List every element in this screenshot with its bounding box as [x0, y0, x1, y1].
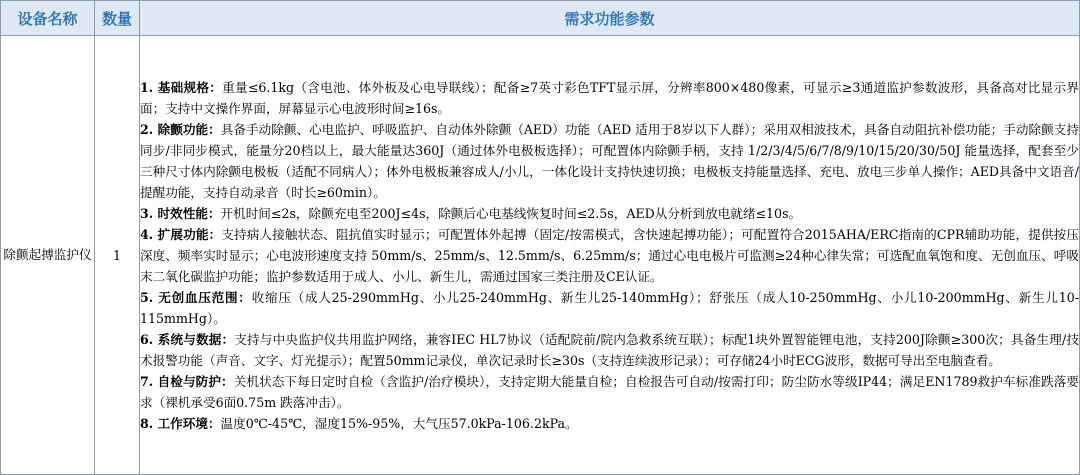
header-requirements: 需求功能参数	[140, 1, 1080, 36]
spec-item	[140, 203, 1079, 224]
spec-item-label: 1. 基础规格：	[140, 79, 223, 95]
spec-item-label: 4. 扩展功能：	[140, 226, 222, 242]
spec-item	[140, 119, 1079, 203]
header-row	[1, 1, 1080, 36]
device-name-cell: 除颤起搏监护仪	[1, 36, 95, 475]
spec-item	[140, 371, 1079, 413]
spec-item-text: 支持与中央监护仪共用监护网络，兼容IEC HL7协议（适配院前/院内急救系统互联）；标配1块外置智能锂电池，支持200J除颤≥300次；具备生理/技术报警功能（声音、文字、灯光提示）；配置50mm记录仪，单次记录时长≥30s（支持连续波形记录）；可存储24小时ECG波形，数据可导出至电脑查看。	[140, 331, 1079, 368]
spec-item-label: 7. 自检与防护：	[140, 373, 234, 389]
spec-item-label: 3. 时效性能：	[140, 205, 221, 221]
spec-item-text: 重量≤6.1kg（含电池、体外板及心电导联线）；配备≥7英寸彩色TFT显示屏，分辨率800×480像素，可显示≥3通道监护参数波形，具备高对比显示界面；支持中文操作界面，屏幕显示心电波形时间≥16s。	[140, 79, 1079, 116]
spec-item	[140, 224, 1079, 287]
table-row	[1, 36, 1080, 475]
spec-item	[140, 329, 1079, 371]
header-device-name: 设备名称	[1, 1, 95, 36]
spec-item-text: 具备手动除颤、心电监护、呼吸监护、自动体外除颤（AED）功能（AED 适用于8岁以下人群）；采用双相波技术，具备自动阻抗补偿功能；手动除颤支持同步/非同步模式，能量分20档以上，最大能量达360J（通过体外电极板选择）；可配置体内除颤手柄，支持 1/2/3/4/5/6/7/8/9/10/15/20/30/50J 能量选择，配套至少三种尺寸体内除颤电极板（适配不同病人）；体外电极板兼容成人/小儿，一体化设计支持快速切换；电极板支持能量选择、充电、放电三步单人操作；AED具备中文语音/提醒功能，支持自动录音（时长≥60min）。	[140, 121, 1079, 200]
requirements-cell	[140, 36, 1080, 475]
spec-item	[140, 413, 1079, 434]
spec-item-label: 5. 无创血压范围：	[140, 289, 252, 305]
spec-item-text: 关机状态下每日定时自检（含监护/治疗模块），支持定期大能量自检；自检报告可自动/按需打印；防尘防水等级IP44；满足EN1789救护车标准跌落要求（裸机承受6面0.75m 跌落冲击）。	[140, 373, 1079, 410]
spec-item	[140, 287, 1079, 329]
spec-item-text: 温度0℃-45℃，湿度15%-95%，大气压57.0kPa-106.2kPa。	[220, 415, 578, 431]
spec-item	[140, 77, 1079, 119]
header-quantity: 数量	[95, 1, 140, 36]
spec-item-label: 6. 系统与数据：	[140, 331, 235, 347]
spec-item-text: 开机时间≤2s，除颤充电至200J≤4s，除颤后心电基线恢复时间≤2.5s，AED从分析到放电就绪≤10s。	[220, 205, 802, 221]
spec-item-label: 8. 工作环境：	[140, 415, 221, 431]
quantity-cell: 1	[95, 36, 140, 475]
spec-item-text: 收缩压（成人25-290mmHg、小儿25-240mmHg、新生儿25-140mmHg）；舒张压（成人10-250mmHg、小儿10-200mmHg、新生儿10-115mmHg）。	[140, 289, 1079, 326]
spec-item-text: 支持病人接触状态、阻抗值实时显示；可配置体外起搏（固定/按需模式，含快速起搏功能）；可配置符合2015AHA/ERC指南的CPR辅助功能，提供按压深度、频率实时显示；心电波形速度支持 50mm/s、25mm/s、12.5mm/s、6.25mm/s；通过心电电极片可监测≥24种心律失常；可选配血氧饱和度、无创血压、呼吸末二氧化碳监护功能；监护参数适用于成人、小儿、新生儿，需通过国家三类注册及CE认证。	[140, 226, 1079, 284]
spec-item-label: 2. 除颤功能：	[140, 121, 221, 137]
